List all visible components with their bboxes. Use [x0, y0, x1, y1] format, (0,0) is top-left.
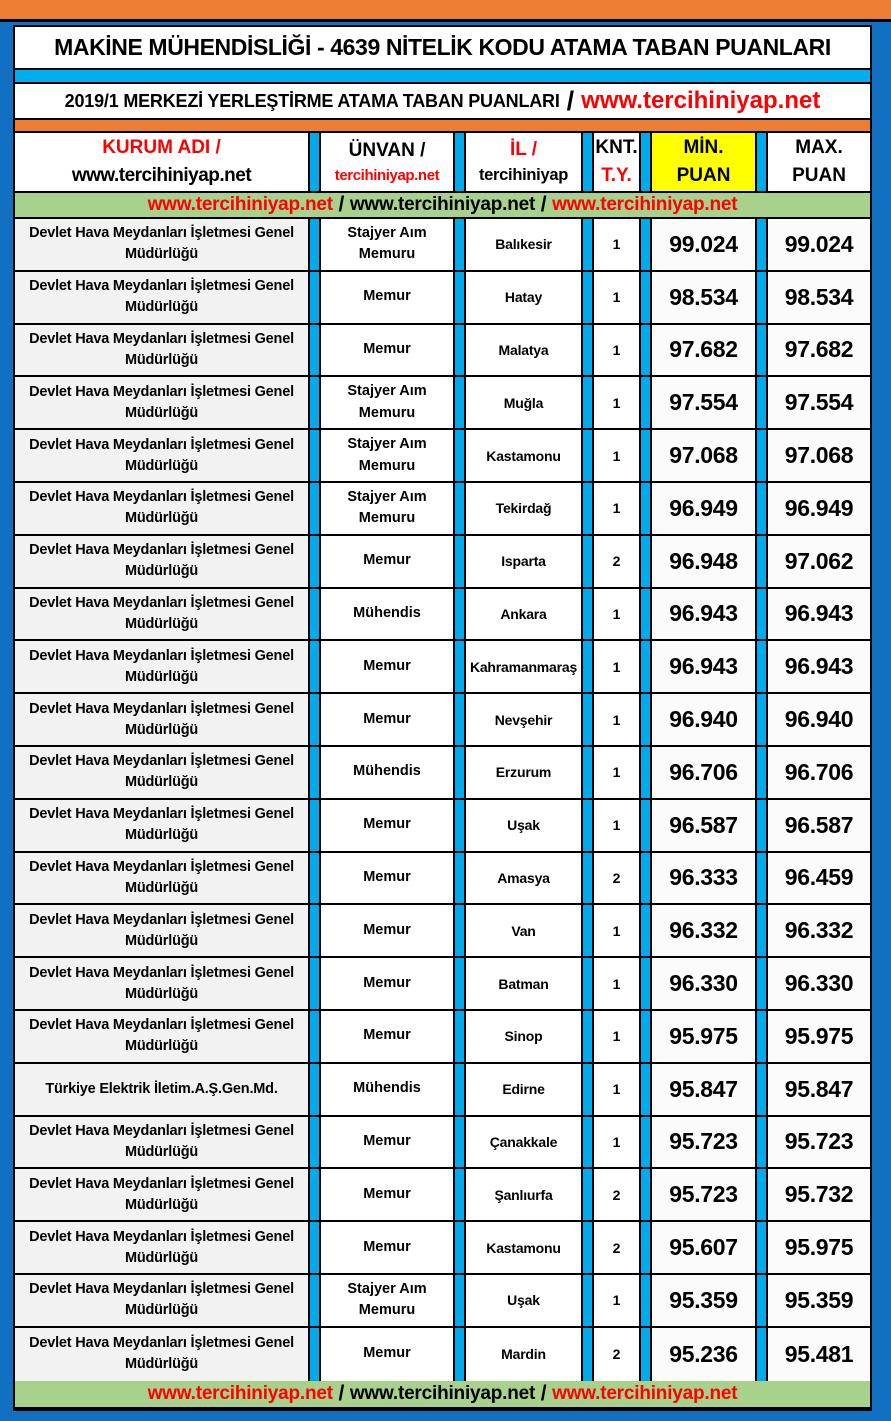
cell-il: Şanlıurfa	[464, 1169, 583, 1220]
cell-knt: 1	[592, 800, 641, 851]
banner-site-text: www.tercihiniyap.net	[349, 194, 536, 215]
cell-knt: 1	[592, 905, 641, 956]
cell-min-puan: 97.554	[650, 377, 757, 428]
cell-min-puan: 96.333	[650, 853, 757, 904]
cell-min-puan: 96.330	[650, 958, 757, 1009]
table-row	[15, 958, 870, 1011]
banner-separator: /	[535, 1381, 553, 1405]
cell-kurum: Devlet Hava Meydanları İşletmesi Genel Müdürlüğü	[15, 377, 310, 428]
banner-site-text: www.tercihiniyap.net	[349, 1382, 536, 1404]
header-unvan-site-link[interactable]: tercihiniyap.net	[334, 166, 440, 184]
cell-kurum: Devlet Hava Meydanları İşletmesi Genel Müdürlüğü	[15, 219, 310, 270]
top-orange-band	[0, 0, 891, 22]
cell-knt: 2	[592, 853, 641, 904]
table-row	[15, 747, 870, 800]
cell-kurum: Devlet Hava Meydanları İşletmesi Genel Müdürlüğü	[15, 536, 310, 587]
cyan-divider-band	[13, 70, 872, 84]
cell-max-puan: 96.943	[766, 641, 870, 692]
header-max-puan	[766, 133, 870, 191]
cell-il: Kastamonu	[464, 430, 583, 481]
site-banner-top	[15, 193, 870, 219]
cell-il: Kastamonu	[464, 1222, 583, 1273]
cell-unvan: Stajyer Aım Memuru	[319, 219, 455, 270]
cell-kurum: Devlet Hava Meydanları İşletmesi Genel Müdürlüğü	[15, 325, 310, 376]
cell-max-puan: 99.024	[766, 219, 870, 270]
cell-il: Çanakkale	[464, 1117, 583, 1168]
scores-table	[13, 133, 872, 1411]
banner-separator: /	[535, 193, 553, 216]
cell-max-puan: 95.481	[766, 1328, 870, 1381]
cell-unvan: Stajyer Aım Memuru	[319, 377, 455, 428]
document-content	[13, 25, 872, 1411]
cell-knt: 1	[592, 1011, 641, 1062]
cell-knt: 1	[592, 272, 641, 323]
cell-max-puan: 97.554	[766, 377, 870, 428]
cell-il: Mardin	[464, 1328, 583, 1381]
table-row	[15, 536, 870, 589]
subtitle-site-link[interactable]: www.tercihiniyap.net	[581, 87, 821, 114]
table-row	[15, 1117, 870, 1170]
cell-il: Muğla	[464, 377, 583, 428]
cell-unvan: Memur	[319, 536, 455, 587]
subtitle-text: 2019/1 MERKEZİ YERLEŞTİRME ATAMA TABAN PUANLARI	[64, 90, 560, 111]
cell-unvan: Stajyer Aım Memuru	[319, 430, 455, 481]
cell-il: Batman	[464, 958, 583, 1009]
site-banner-bottom	[15, 1381, 870, 1407]
table-body	[15, 219, 870, 1381]
cell-max-puan: 96.940	[766, 694, 870, 745]
cell-min-puan: 95.723	[650, 1117, 757, 1168]
cell-knt: 2	[592, 1222, 641, 1273]
cell-il: Erzurum	[464, 747, 583, 798]
cell-min-puan: 95.847	[650, 1064, 757, 1115]
cell-kurum: Devlet Hava Meydanları İşletmesi Genel Müdürlüğü	[15, 1011, 310, 1062]
cell-kurum: Devlet Hava Meydanları İşletmesi Genel Müdürlüğü	[15, 641, 310, 692]
cell-il: Edirne	[464, 1064, 583, 1115]
cell-min-puan: 99.024	[650, 219, 757, 270]
cell-min-puan: 96.949	[650, 483, 757, 534]
cell-max-puan: 95.847	[766, 1064, 870, 1115]
header-kurum-site-link[interactable]: www.tercihiniyap.net	[71, 165, 252, 186]
cell-kurum: Devlet Hava Meydanları İşletmesi Genel Müdürlüğü	[15, 800, 310, 851]
subtitle-row	[13, 84, 872, 120]
cell-max-puan: 96.943	[766, 589, 870, 640]
cell-max-puan: 96.332	[766, 905, 870, 956]
header-il-site-link[interactable]: tercihiniyap	[478, 165, 568, 184]
table-row	[15, 905, 870, 958]
cell-kurum: Devlet Hava Meydanları İşletmesi Genel Müdürlüğü	[15, 958, 310, 1009]
cell-kurum: Devlet Hava Meydanları İşletmesi Genel Müdürlüğü	[15, 1275, 310, 1326]
cell-unvan: Memur	[319, 1222, 455, 1273]
cell-kurum: Devlet Hava Meydanları İşletmesi Genel Müdürlüğü	[15, 483, 310, 534]
cell-kurum: Türkiye Elektrik İletim.A.Ş.Gen.Md.	[15, 1064, 310, 1115]
header-max-puan-label: PUAN	[792, 165, 846, 186]
cell-unvan: Memur	[319, 325, 455, 376]
banner-separator: /	[332, 1381, 350, 1405]
cell-knt: 1	[592, 219, 641, 270]
cell-max-puan: 95.732	[766, 1169, 870, 1220]
cell-kurum: Devlet Hava Meydanları İşletmesi Genel Müdürlüğü	[15, 694, 310, 745]
orange-divider-band	[13, 120, 872, 133]
cell-knt: 2	[592, 1169, 641, 1220]
banner-separator: /	[332, 193, 350, 216]
cell-unvan: Memur	[319, 641, 455, 692]
cell-knt: 1	[592, 483, 641, 534]
cell-kurum: Devlet Hava Meydanları İşletmesi Genel Müdürlüğü	[15, 905, 310, 956]
cell-knt: 1	[592, 1275, 641, 1326]
cell-min-puan: 95.723	[650, 1169, 757, 1220]
cell-min-puan: 96.940	[650, 694, 757, 745]
cell-il: Uşak	[464, 1275, 583, 1326]
cell-il: Malatya	[464, 325, 583, 376]
cell-knt: 2	[592, 536, 641, 587]
cell-unvan: Memur	[319, 1328, 455, 1381]
table-row	[15, 1222, 870, 1275]
banner-site-link[interactable]: www.tercihiniyap.net	[552, 194, 738, 215]
cell-min-puan: 95.236	[650, 1328, 757, 1381]
table-row	[15, 800, 870, 853]
banner-site-link[interactable]: www.tercihiniyap.net	[552, 1382, 738, 1404]
cell-kurum: Devlet Hava Meydanları İşletmesi Genel Müdürlüğü	[15, 1222, 310, 1273]
cell-il: Balıkesir	[464, 219, 583, 270]
cell-min-puan: 95.607	[650, 1222, 757, 1273]
cell-max-puan: 96.330	[766, 958, 870, 1009]
table-row	[15, 1011, 870, 1064]
cell-il: Amasya	[464, 853, 583, 904]
table-header-row	[15, 133, 870, 193]
table-row	[15, 694, 870, 747]
table-row	[15, 641, 870, 694]
header-unvan-label: ÜNVAN /	[348, 140, 426, 162]
cell-kurum: Devlet Hava Meydanları İşletmesi Genel Müdürlüğü	[15, 589, 310, 640]
cell-kurum: Devlet Hava Meydanları İşletmesi Genel Müdürlüğü	[15, 1117, 310, 1168]
cell-knt: 1	[592, 694, 641, 745]
header-min-label: MİN.	[683, 137, 724, 159]
cell-knt: 1	[592, 377, 641, 428]
cell-min-puan: 96.943	[650, 589, 757, 640]
cell-max-puan: 96.949	[766, 483, 870, 534]
table-row	[15, 377, 870, 430]
table-row	[15, 430, 870, 483]
cell-kurum: Devlet Hava Meydanları İşletmesi Genel Müdürlüğü	[15, 853, 310, 904]
cell-min-puan: 98.534	[650, 272, 757, 323]
table-row	[15, 1328, 870, 1381]
cell-min-puan: 96.587	[650, 800, 757, 851]
header-knt-label: KNT.	[595, 137, 638, 159]
cell-knt: 1	[592, 958, 641, 1009]
table-row	[15, 589, 870, 642]
cell-il: Isparta	[464, 536, 583, 587]
cell-min-puan: 95.359	[650, 1275, 757, 1326]
cell-il: Van	[464, 905, 583, 956]
header-ty-label: T.Y.	[601, 165, 632, 186]
cell-max-puan: 97.068	[766, 430, 870, 481]
cell-unvan: Memur	[319, 905, 455, 956]
table-row	[15, 219, 870, 272]
cell-unvan: Memur	[319, 1011, 455, 1062]
header-il-label: İL /	[509, 139, 538, 161]
cell-unvan: Memur	[319, 272, 455, 323]
cell-knt: 2	[592, 1328, 641, 1381]
banner-site-link[interactable]: www.tercihiniyap.net	[147, 1382, 333, 1404]
cell-kurum: Devlet Hava Meydanları İşletmesi Genel Müdürlüğü	[15, 430, 310, 481]
cell-max-puan: 96.459	[766, 853, 870, 904]
cell-knt: 1	[592, 325, 641, 376]
header-min-puan-label: PUAN	[676, 165, 731, 186]
cell-kurum: Devlet Hava Meydanları İşletmesi Genel Müdürlüğü	[15, 1328, 310, 1381]
header-min-puan	[650, 133, 757, 191]
cell-unvan: Stajyer Aım Memuru	[319, 483, 455, 534]
banner-site-link[interactable]: www.tercihiniyap.net	[147, 194, 333, 215]
cell-il: Hatay	[464, 272, 583, 323]
subtitle-separator: /	[566, 85, 575, 116]
cell-unvan: Memur	[319, 694, 455, 745]
table-row	[15, 1275, 870, 1328]
cell-min-puan: 95.975	[650, 1011, 757, 1062]
cell-il: Sinop	[464, 1011, 583, 1062]
table-row	[15, 1169, 870, 1222]
cell-knt: 1	[592, 641, 641, 692]
header-kurum-adi	[15, 133, 310, 191]
table-row	[15, 1064, 870, 1117]
cell-il: Ankara	[464, 589, 583, 640]
cell-unvan: Memur	[319, 853, 455, 904]
cell-knt: 1	[592, 430, 641, 481]
header-unvan	[319, 133, 455, 191]
cell-il: Tekirdağ	[464, 483, 583, 534]
cell-max-puan: 95.975	[766, 1011, 870, 1062]
cell-max-puan: 97.682	[766, 325, 870, 376]
cell-kurum: Devlet Hava Meydanları İşletmesi Genel Müdürlüğü	[15, 272, 310, 323]
cell-unvan: Memur	[319, 1169, 455, 1220]
cell-max-puan: 95.359	[766, 1275, 870, 1326]
cell-min-puan: 97.682	[650, 325, 757, 376]
cell-unvan: Stajyer Aım Memuru	[319, 1275, 455, 1326]
cell-max-puan: 95.975	[766, 1222, 870, 1273]
cell-unvan: Mühendis	[319, 589, 455, 640]
header-il	[464, 133, 583, 191]
table-row	[15, 853, 870, 906]
cell-max-puan: 95.723	[766, 1117, 870, 1168]
cell-unvan: Mühendis	[319, 1064, 455, 1115]
cell-unvan: Memur	[319, 1117, 455, 1168]
cell-il: Nevşehir	[464, 694, 583, 745]
cell-min-puan: 96.948	[650, 536, 757, 587]
cell-min-puan: 97.068	[650, 430, 757, 481]
header-knt-ty	[592, 133, 641, 191]
table-row	[15, 325, 870, 378]
table-row	[15, 272, 870, 325]
cell-max-puan: 96.587	[766, 800, 870, 851]
cell-max-puan: 97.062	[766, 536, 870, 587]
page-title: MAKİNE MÜHENDİSLİĞİ - 4639 NİTELİK KODU ATAMA TABAN PUANLARI	[13, 25, 872, 70]
cell-unvan: Memur	[319, 800, 455, 851]
cell-knt: 1	[592, 747, 641, 798]
cell-il: Uşak	[464, 800, 583, 851]
header-kurum-label: KURUM ADI /	[102, 137, 221, 159]
header-max-label: MAX.	[795, 137, 843, 159]
cell-knt: 1	[592, 1064, 641, 1115]
cell-knt: 1	[592, 1117, 641, 1168]
cell-unvan: Mühendis	[319, 747, 455, 798]
cell-min-puan: 96.332	[650, 905, 757, 956]
cell-min-puan: 96.943	[650, 641, 757, 692]
cell-max-puan: 98.534	[766, 272, 870, 323]
cell-kurum: Devlet Hava Meydanları İşletmesi Genel Müdürlüğü	[15, 1169, 310, 1220]
cell-min-puan: 96.706	[650, 747, 757, 798]
cell-kurum: Devlet Hava Meydanları İşletmesi Genel Müdürlüğü	[15, 747, 310, 798]
cell-knt: 1	[592, 589, 641, 640]
table-row	[15, 483, 870, 536]
cell-unvan: Memur	[319, 958, 455, 1009]
cell-il: Kahramanmaraş	[464, 641, 583, 692]
cell-max-puan: 96.706	[766, 747, 870, 798]
